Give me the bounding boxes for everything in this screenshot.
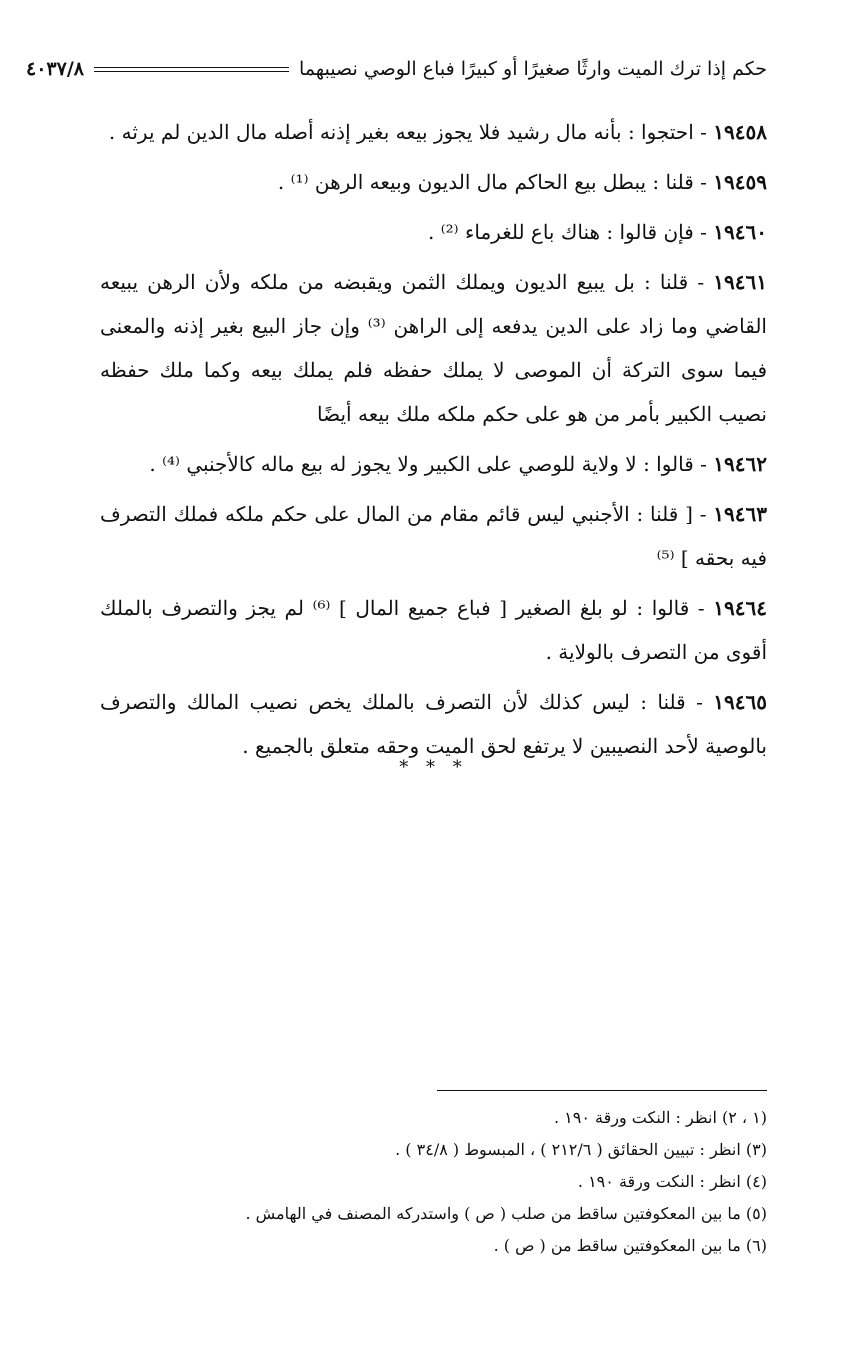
paragraph-text: - قلنا : بل يبيع الديون ويملك الثمن ويقبضه من ملكه ولأن الرهن يبيعه القاضي وما زاد على الدين يدفعه إلى الراهن ⁽³⁾ وإن جاز البيع بغير إذنه والمعنى فيما سوى التركة أن الموصى لا يملك حفظه فلم يملك بيعه وكما ملك حفظه نصيب الكبير بأمر من هو على حكم ملكه ملك بيعه أيضًا — [100, 270, 767, 426]
paragraph-19461 — [100, 260, 767, 436]
footnote: (١ ، ٢) انظر : النكت ورقة ١٩٠ . — [553, 1108, 767, 1127]
paragraph-19464 — [100, 586, 767, 674]
footnote-rule — [437, 1090, 767, 1091]
paragraph-number: ١٩٤٦٢ — [713, 452, 767, 476]
section-separator: * * * — [399, 757, 468, 778]
paragraph-19463 — [100, 492, 767, 580]
footnotes — [100, 1102, 767, 1262]
paragraph-text: - قلنا : ليس كذلك لأن التصرف بالملك يخص نصيب المالك والتصرف بالوصية لأحد النصيبين لا يرتفع لحق الميت وحقه متعلق بالجميع . — [100, 690, 767, 758]
page-number: ٤٠٣٧/٨ — [26, 58, 84, 80]
running-header — [26, 52, 767, 86]
paragraph-text: - احتجوا : بأنه مال رشيد فلا يجوز بيعه بغير إذنه أصله مال الدين لم يرثه . — [108, 120, 714, 144]
paragraph-text: - فإن قالوا : هناك باع للغرماء ⁽²⁾ . — [428, 220, 714, 244]
main-text — [100, 110, 767, 774]
paragraph-19465 — [100, 680, 767, 768]
paragraph-19460 — [100, 210, 767, 254]
header-title: حكم إذا ترك الميت وارثًا صغيرًا أو كبيرًا فباع الوصي نصيبهما — [299, 58, 767, 80]
header-rule — [94, 67, 289, 72]
paragraph-number: ١٩٤٦٤ — [713, 596, 767, 620]
paragraph-number: ١٩٤٥٩ — [713, 170, 767, 194]
paragraph-19459 — [100, 160, 767, 204]
paragraph-text: - قلنا : يبطل بيع الحاكم مال الديون وبيعه الرهن ⁽¹⁾ . — [277, 170, 714, 194]
paragraph-number: ١٩٤٦١ — [713, 270, 767, 294]
paragraph-number: ١٩٤٥٨ — [713, 120, 767, 144]
paragraph-number: ١٩٤٦٥ — [713, 690, 767, 714]
paragraph-text: - [ قلنا : الأجنبي ليس قائم مقام من المال على حكم ملكه فملك التصرف فيه بحقه ] ⁽⁵⁾ — [100, 502, 767, 570]
footnote: (٤) انظر : النكت ورقة ١٩٠ . — [577, 1172, 767, 1191]
paragraph-number: ١٩٤٦٣ — [713, 502, 767, 526]
paragraph-text: - قالوا : لا ولاية للوصي على الكبير ولا يجوز له بيع ماله كالأجنبي ⁽⁴⁾ . — [149, 452, 714, 476]
footnote: (٥) ما بين المعكوفتين ساقط من صلب ( ص ) واستدركه المصنف في الهامش . — [245, 1204, 767, 1223]
footnote: (٣) انظر : تبيين الحقائق ( ٢١٢/٦ ) ، المبسوط ( ٣٤/٨ ) . — [395, 1140, 767, 1159]
paragraph-19458 — [100, 110, 767, 154]
footnote: (٦) ما بين المعكوفتين ساقط من ( ص ) . — [493, 1236, 767, 1255]
paragraph-number: ١٩٤٦٠ — [713, 220, 767, 244]
paragraph-text: - قالوا : لو بلغ الصغير [ فباع جميع المال ] ⁽⁶⁾ لم يجز والتصرف بالملك أقوى من التصرف بالولاية . — [100, 596, 767, 664]
paragraph-19462 — [100, 442, 767, 486]
